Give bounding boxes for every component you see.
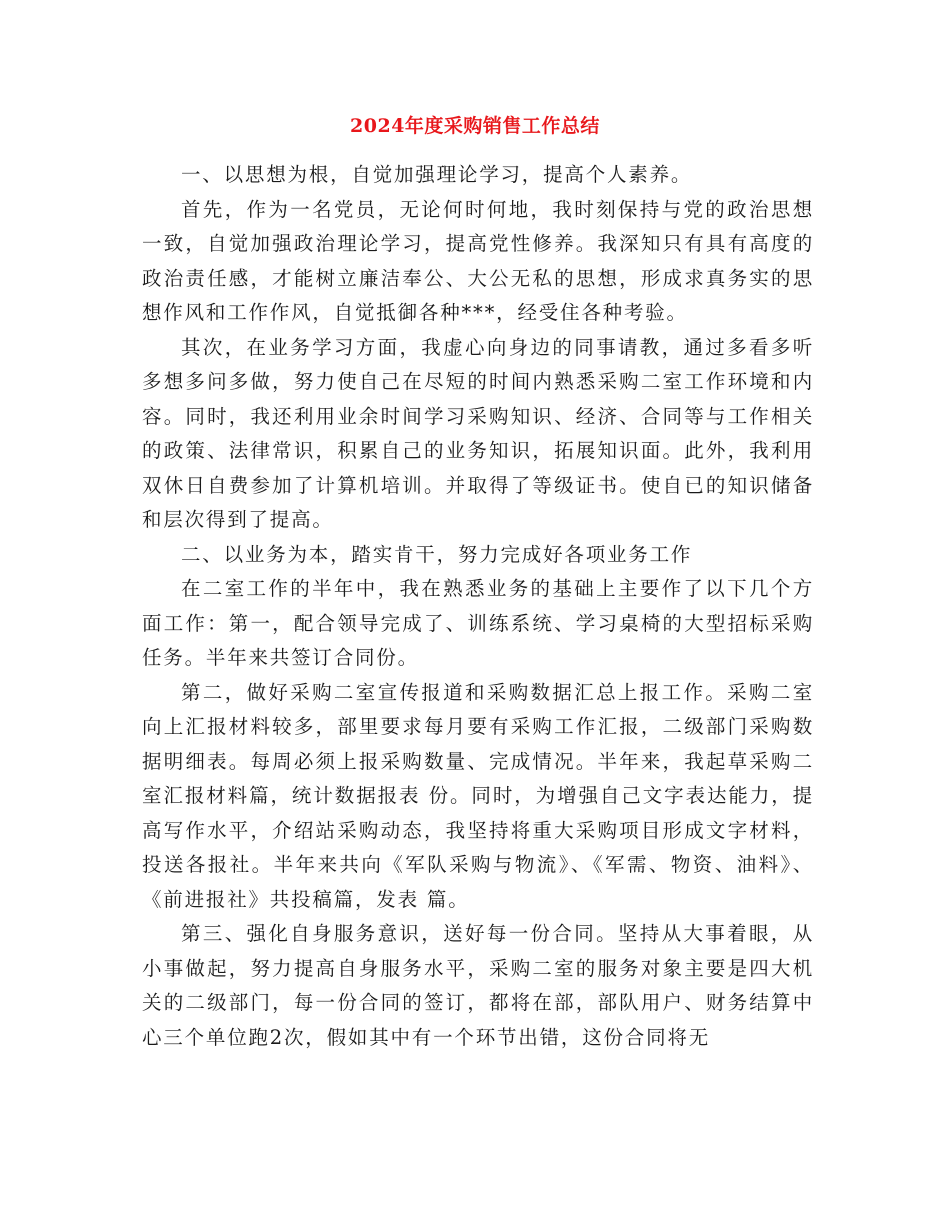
paragraph-service: 第三、强化自身服务意识，送好每一份合同。坚持从大事着眼，从小事做起，努力提高自身服务水平，采购二室的服务对象主要是四大机关的二级部门，每一份合同的签订，都将在部，部队用户、财务结算中心三个单位跑2次，假如其中有一个环节出错，这份合同将无: [142, 922, 814, 1049]
document-body: [142, 158, 814, 1055]
paragraph-reporting: 第二，做好采购二室宣传报道和采购数据汇总上报工作。采购二室向上汇报材料较多，部里要求每月要有采购工作汇报，二级部门采购数据明细表。每周必须上报采购数量、完成情况。半年来，我起草采购二室汇报材料篇，统计数据报表 份。同时，为增强自己文字表达能力，提高写作水平，介绍站采购动态，我坚持将重大采购项目形成文字材料，投送各报社。半年来共向《军队采购与物流》、《军需、物资、油料》、《前进报社》共投稿篇，发表 篇。: [142, 680, 814, 911]
paragraph-work-overview: 在二室工作的半年中，我在熟悉业务的基础上主要作了以下几个方面工作：第一，配合领导完成了、训练系统、学习桌椅的大型招标采购任务。半年来共签订合同份。: [142, 577, 814, 669]
document-title: 2024年度采购销售工作总结: [350, 115, 600, 137]
section-heading-2: 二、以业务为本，踏实肯干，努力完成好各项业务工作: [181, 542, 693, 566]
section-heading-1: 一、以思想为根，自觉加强理论学习，提高个人素养。: [181, 163, 693, 186]
paragraph-political-study: 首先，作为一名党员，无论何时何地，我时刻保持与党的政治思想一致，自觉加强政治理论学习，提高党性修养。我深知只有具有高度的政治责任感，才能树立廉洁奉公、大公无私的思想，形成求真务实的思想作风和工作作风，自觉抵御各种***，经受住各种考验。: [142, 197, 814, 324]
paragraph-business-study: 其次，在业务学习方面，我虚心向身边的同事请教，通过多看多听多想多问多做，努力使自己在尽短的时间内熟悉采购二室工作环境和内容。同时，我还利用业余时间学习采购知识、经济、合同等与工作相关的政策、法律常识，积累自己的业务知识，拓展知识面。此外，我利用双休日自费参加了计算机培训。并取得了等级证书。使自已的知识储备和层次得到了提高。: [142, 335, 814, 531]
